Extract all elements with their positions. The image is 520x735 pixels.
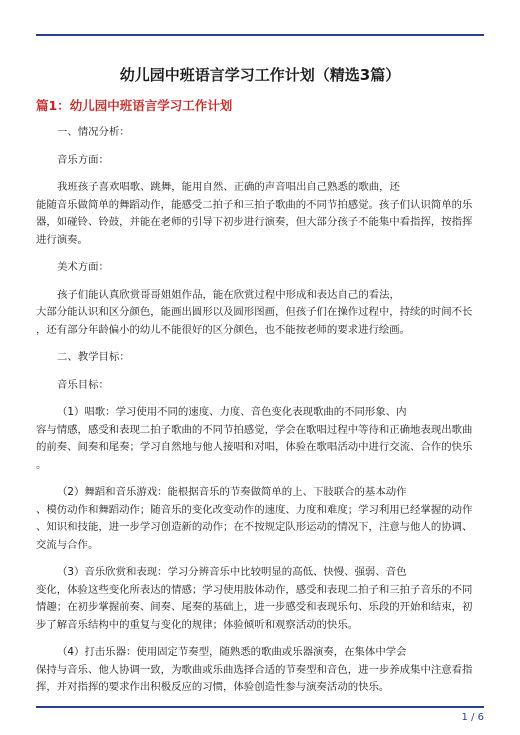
paragraph-music-heading: 音乐方面： (57, 153, 109, 166)
paragraph-music-analysis: 我班孩子喜欢唱歌、跳舞，能用自然、正确的声音唱出自己熟悉的歌曲，还 能随音乐做简单的舞蹈动作，能感受二拍子和三拍子歌曲的不同节拍感觉。孩子们认识简单的乐 器，如碰铃、铃鼓，并能在老师的引导下初步进行演奏，但大部分孩子不能集中看指挥，按指挥 进行演奏。 (36, 181, 473, 246)
section-heading: 篇1：幼儿园中班语言学习工作计划 (36, 98, 233, 113)
paragraph-music-goals-heading: 音乐目标： (57, 378, 109, 391)
paragraph-situation-heading: 一、情况分析： (57, 126, 130, 138)
header-rule (36, 34, 484, 36)
paragraph-goals-heading: 二、教学目标： (57, 351, 130, 363)
paragraph-goal-dance: （2）舞蹈和音乐游戏：能根据音乐的节奏做简单的上、下肢联合的基本动作 、模仿动作和舞蹈动作；随音乐的变化改变动作的速度、力度和难度；学习利用已经掌握的动作 、知识和技能，进一步学习创造新的动作；在不按规定队形运动的情况下，注意与他人的协调、 交流与合作。 (36, 486, 473, 551)
paragraph-goal-singing: （1）唱歌：学习使用不同的速度、力度、音色变化表现歌曲的不同形象、内 容与情感，感受和表现二拍子歌曲的不同节拍感觉，学会在歌唱过程中等待和正确地表现出歌曲 的前奏、间奏和尾奏；学习自然地与他人接唱和对唱，体验在歌唱活动中进行交流、合作的快乐 。 (36, 406, 473, 471)
document-title: 幼儿园中班语言学习工作计划（精选3篇） (119, 66, 401, 84)
page-indicator: 1 / 6 (461, 712, 484, 723)
footer-rule (36, 706, 484, 708)
paragraph-art-analysis: 孩子们能认真欣赏哥哥姐姐作品，能在欣赏过程中形成和表达自己的看法， 大部分能认识和区分颜色，能画出圆形以及圆形图画，但孩子们在操作过程中，持续的时间不长 ，还有部分年龄偏小的幼儿不能很好的区分颜色，也不能按老师的要求进行绘画。 (36, 288, 473, 336)
paragraph-art-heading: 美术方面： (57, 261, 109, 273)
paragraph-goal-percussion: （4）打击乐器：使用固定节奏型，随熟悉的歌曲或乐器演奏，在集体中学会 保持与音乐、他人协调一致，为歌曲或乐曲选择合适的节奏型和音色，进一步养成集中注意看指 挥，并对指挥的要求作出积极反应的习惯，体验创造性参与演奏活动的快乐。 (36, 646, 473, 693)
paragraph-goal-appreciation: （3）音乐欣赏和表现：学习分辨音乐中比较明显的高低、快慢、强弱、音色 变化，体验这些变化所表达的情感；学习使用肢体动作，感受和表现二拍子和三拍子音乐的不同 情趣；在初步掌握前奏、间奏、尾奏的基础上，进一步感受和表现乐句、乐段的开始和结束，初 步了解音乐结构中的重复与变化的规律；体验倾听和观察活动的快乐。 (36, 566, 473, 631)
document-body (36, 124, 484, 697)
